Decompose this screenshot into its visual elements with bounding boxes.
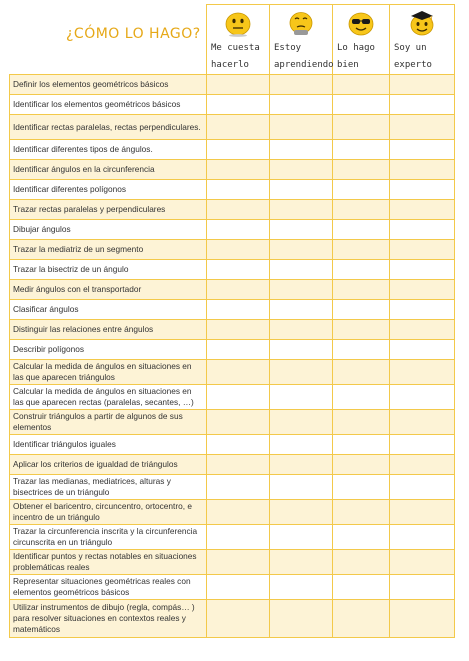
rating-cell[interactable] [207, 140, 270, 160]
rating-cell[interactable] [333, 115, 390, 140]
rating-cell[interactable] [390, 455, 455, 475]
rating-cell[interactable] [333, 160, 390, 180]
rating-cell[interactable] [333, 280, 390, 300]
level-label-line2: aprendiendo [274, 60, 334, 70]
task-label: Trazar la mediatriz de un segmento [10, 240, 207, 260]
task-label: Trazar rectas paralelas y perpendiculares [10, 200, 207, 220]
task-row [10, 475, 455, 500]
rating-cell[interactable] [270, 75, 333, 95]
rating-cell[interactable] [270, 95, 333, 115]
rating-cell[interactable] [270, 340, 333, 360]
task-row [10, 280, 455, 300]
task-label: Medir ángulos con el transportador [10, 280, 207, 300]
rating-cell[interactable] [207, 475, 270, 500]
rating-cell[interactable] [390, 75, 455, 95]
task-row [10, 575, 455, 600]
task-row [10, 435, 455, 455]
task-label: Describir polígonos [10, 340, 207, 360]
task-label: Aplicar los criterios de igualdad de triángulos [10, 455, 207, 475]
rating-cell[interactable] [333, 435, 390, 455]
rating-cell[interactable] [207, 455, 270, 475]
rating-cell[interactable] [390, 200, 455, 220]
page-title: ¿CÓMO LO HAGO? [66, 26, 201, 42]
task-label: Trazar las medianas, mediatrices, alturas y bisectrices de un triángulo [10, 475, 207, 500]
rating-cell[interactable] [207, 75, 270, 95]
level-label-line2: hacerlo [211, 60, 249, 70]
level-label-line1: Me cuesta [211, 43, 260, 53]
rating-cell[interactable] [207, 220, 270, 240]
rating-cell[interactable] [207, 550, 270, 575]
task-label: Calcular la medida de ángulos en situaciones en las que aparecen rectas (paralelas, secantes, …) [10, 385, 207, 410]
task-row [10, 95, 455, 115]
task-row [10, 385, 455, 410]
rating-cell[interactable] [333, 500, 390, 525]
rating-cell[interactable] [390, 340, 455, 360]
task-label: Dibujar ángulos [10, 220, 207, 240]
task-row [10, 600, 455, 638]
rating-cell[interactable] [333, 140, 390, 160]
rating-cell[interactable] [390, 435, 455, 455]
rating-cell[interactable] [207, 385, 270, 410]
task-label: Trazar la bisectriz de un ángulo [10, 260, 207, 280]
task-label: Identificar puntos y rectas notables en situaciones problemáticas reales [10, 550, 207, 575]
level-label-line2: bien [337, 60, 359, 70]
rating-cell[interactable] [390, 140, 455, 160]
task-label: Calcular la medida de ángulos en situaciones en las que aparecen triángulos [10, 360, 207, 385]
level-label-line2: experto [394, 60, 432, 70]
task-row [10, 500, 455, 525]
level-label-line1: Lo hago [337, 43, 375, 53]
rating-cell[interactable] [390, 160, 455, 180]
rating-cell[interactable] [390, 575, 455, 600]
task-label: Utilizar instrumentos de dibujo (regla, compás… ) para resolver situaciones en contextos reales y matemáticos [10, 600, 207, 638]
rating-cell[interactable] [207, 180, 270, 200]
task-row [10, 160, 455, 180]
rating-cell[interactable] [390, 525, 455, 550]
rating-cell[interactable] [207, 300, 270, 320]
rating-cell[interactable] [333, 455, 390, 475]
thinking-emoji-icon [286, 10, 316, 38]
rating-cell[interactable] [207, 320, 270, 340]
task-label: Identificar ángulos en la circunferencia [10, 160, 207, 180]
self-assessment-table [9, 4, 455, 638]
task-label: Clasificar ángulos [10, 300, 207, 320]
rating-cell[interactable] [270, 455, 333, 475]
rating-cell[interactable] [270, 115, 333, 140]
rating-cell[interactable] [270, 200, 333, 220]
rating-cell[interactable] [333, 475, 390, 500]
rating-cell[interactable] [207, 525, 270, 550]
task-row [10, 410, 455, 435]
header-blank-cell [10, 5, 207, 75]
rating-cell[interactable] [270, 140, 333, 160]
rating-cell[interactable] [270, 320, 333, 340]
rating-cell[interactable] [390, 410, 455, 435]
rating-cell[interactable] [333, 410, 390, 435]
rating-cell[interactable] [333, 340, 390, 360]
rating-cell[interactable] [270, 280, 333, 300]
level-header-good [333, 5, 390, 75]
task-label: Identificar diferentes tipos de ángulos. [10, 140, 207, 160]
rating-cell[interactable] [270, 550, 333, 575]
task-row [10, 220, 455, 240]
task-label: Identificar los elementos geométricos básicos [10, 95, 207, 115]
task-label: Distinguir las relaciones entre ángulos [10, 320, 207, 340]
rating-cell[interactable] [390, 260, 455, 280]
task-row [10, 200, 455, 220]
rating-cell[interactable] [333, 260, 390, 280]
task-row [10, 140, 455, 160]
rating-cell[interactable] [207, 280, 270, 300]
rating-cell[interactable] [270, 525, 333, 550]
rating-cell[interactable] [390, 220, 455, 240]
rating-cell[interactable] [270, 435, 333, 455]
task-row [10, 340, 455, 360]
level-header-struggle [207, 5, 270, 75]
rating-cell[interactable] [390, 240, 455, 260]
task-row [10, 360, 455, 385]
rating-cell[interactable] [390, 360, 455, 385]
task-label: Definir los elementos geométricos básicos [10, 75, 207, 95]
rating-cell[interactable] [207, 240, 270, 260]
task-label: Identificar rectas paralelas, rectas perpendiculares. [10, 115, 207, 140]
rating-cell[interactable] [390, 500, 455, 525]
header-row [10, 5, 455, 75]
task-row [10, 180, 455, 200]
neutral-emoji-icon [223, 10, 253, 38]
rating-cell[interactable] [390, 300, 455, 320]
rating-cell[interactable] [270, 360, 333, 385]
task-row [10, 525, 455, 550]
task-label: Representar situaciones geométricas reales con elementos geométricos básicos [10, 575, 207, 600]
rating-cell[interactable] [333, 95, 390, 115]
rating-cell[interactable] [207, 340, 270, 360]
rating-cell[interactable] [207, 360, 270, 385]
rating-cell[interactable] [333, 575, 390, 600]
task-row [10, 455, 455, 475]
rating-cell[interactable] [270, 410, 333, 435]
level-label-line1: Soy un [394, 43, 427, 53]
task-row [10, 75, 455, 95]
rating-cell[interactable] [207, 200, 270, 220]
task-row [10, 260, 455, 280]
level-header-expert [390, 5, 455, 75]
rating-cell[interactable] [207, 435, 270, 455]
rating-cell[interactable] [270, 260, 333, 280]
task-label: Trazar la circunferencia inscrita y la circunferencia circunscrita en un triángulo [10, 525, 207, 550]
rating-cell[interactable] [270, 575, 333, 600]
task-label: Identificar triángulos iguales [10, 435, 207, 455]
rating-cell[interactable] [390, 280, 455, 300]
rating-cell[interactable] [390, 180, 455, 200]
rating-cell[interactable] [270, 600, 333, 638]
rating-cell[interactable] [333, 180, 390, 200]
rating-cell[interactable] [390, 385, 455, 410]
level-header-learning [270, 5, 333, 75]
task-row [10, 320, 455, 340]
rating-cell[interactable] [207, 95, 270, 115]
rating-cell[interactable] [270, 180, 333, 200]
rating-cell[interactable] [333, 600, 390, 638]
rating-cell[interactable] [270, 160, 333, 180]
task-row [10, 115, 455, 140]
rating-cell[interactable] [333, 240, 390, 260]
task-list [10, 75, 455, 638]
rating-cell[interactable] [333, 550, 390, 575]
rating-cell[interactable] [390, 600, 455, 638]
level-label-line1: Estoy [274, 43, 302, 53]
rating-cell[interactable] [270, 220, 333, 240]
rating-cell[interactable] [207, 500, 270, 525]
task-label: Identificar diferentes polígonos [10, 180, 207, 200]
rating-cell[interactable] [333, 300, 390, 320]
rating-cell[interactable] [270, 240, 333, 260]
rating-cell[interactable] [207, 410, 270, 435]
rating-cell[interactable] [270, 300, 333, 320]
rating-cell[interactable] [270, 500, 333, 525]
rating-cell[interactable] [333, 75, 390, 95]
rating-cell[interactable] [333, 320, 390, 340]
rating-cell[interactable] [207, 160, 270, 180]
task-label: Obtener el baricentro, circuncentro, ortocentro, e incentro de un triángulo [10, 500, 207, 525]
task-row [10, 300, 455, 320]
rating-cell[interactable] [333, 360, 390, 385]
rating-cell[interactable] [390, 550, 455, 575]
rating-cell[interactable] [390, 95, 455, 115]
task-row [10, 550, 455, 575]
rating-cell[interactable] [390, 115, 455, 140]
rating-cell[interactable] [390, 475, 455, 500]
rating-cell[interactable] [207, 260, 270, 280]
rating-cell[interactable] [207, 575, 270, 600]
graduate-emoji-icon [407, 10, 437, 38]
rating-cell[interactable] [390, 320, 455, 340]
rating-cell[interactable] [333, 220, 390, 240]
sunglasses-emoji-icon [346, 10, 376, 38]
rating-cell[interactable] [207, 115, 270, 140]
task-row [10, 240, 455, 260]
rating-cell[interactable] [333, 525, 390, 550]
rating-cell[interactable] [207, 600, 270, 638]
rating-cell[interactable] [270, 385, 333, 410]
task-label: Construir triángulos a partir de algunos de sus elementos [10, 410, 207, 435]
rating-cell[interactable] [270, 475, 333, 500]
rating-cell[interactable] [333, 200, 390, 220]
rating-cell[interactable] [333, 385, 390, 410]
